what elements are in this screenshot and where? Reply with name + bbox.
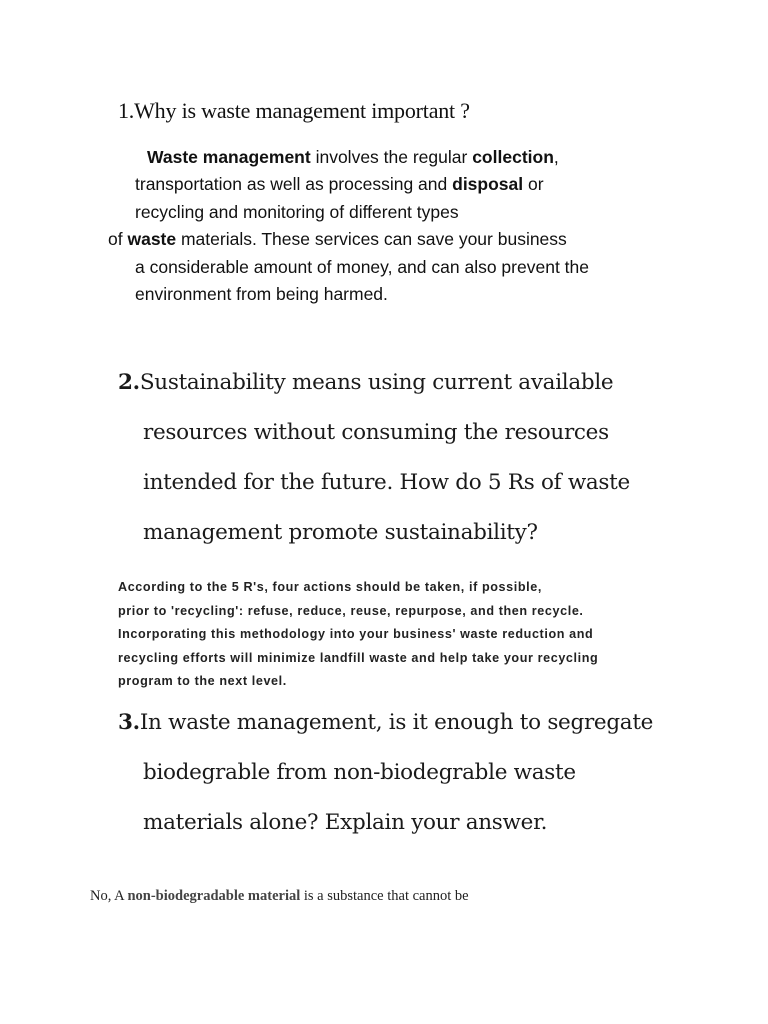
question-3-line: materials alone? Explain your answer.	[143, 810, 548, 835]
answer-3-paragraph	[90, 888, 469, 905]
bold-term: waste	[127, 229, 177, 250]
question-3-line	[118, 710, 653, 735]
text-run: Sustainability means using current available	[139, 370, 614, 395]
bold-term: disposal	[452, 174, 524, 195]
text-run: No, A	[90, 888, 128, 904]
answer-2-line: prior to 'recycling': refuse, reduce, reuse, repurpose, and then recycle.	[118, 603, 584, 618]
text-run: transportation as well as processing and	[135, 174, 453, 195]
answer-1-paragraph	[108, 144, 695, 308]
question-2-line: resources without consuming the resources	[143, 420, 609, 445]
question-2-line	[118, 370, 613, 395]
answer-1-line	[135, 144, 695, 171]
bold-term: non-biodegradable material	[127, 888, 301, 904]
question-number: 3.	[118, 710, 140, 735]
answer-1-line	[135, 171, 695, 198]
text-run: involves the regular	[310, 147, 473, 167]
question-1-heading: 1.Why is waste management important ?	[118, 98, 470, 123]
answer-2-line: program to the next level.	[118, 674, 287, 688]
bold-term: collection	[472, 147, 554, 167]
answer-1-line: recycling and monitoring of different types	[135, 201, 459, 222]
text-run: or	[523, 174, 544, 195]
text-run: ,	[553, 147, 559, 167]
answer-2-line: According to the 5 R's, four actions should be taken, if possible,	[118, 580, 542, 594]
answer-2-line: recycling efforts will minimize landfill waste and help take your recycling	[118, 650, 599, 665]
question-number: 2.	[118, 370, 140, 395]
text-run: of	[108, 229, 128, 250]
bold-term: Waste management	[147, 147, 311, 167]
answer-1-line: environment from being harmed.	[135, 284, 388, 305]
question-3-line: biodegrable from non-biodegrable waste	[143, 760, 576, 785]
text-run: is a substance that cannot be	[300, 888, 469, 904]
question-2-line: management promote sustainability?	[143, 520, 538, 545]
question-2-line: intended for the future. How do 5 Rs of waste	[143, 470, 630, 495]
answer-2-line: Incorporating this methodology into your business' waste reduction and	[118, 627, 594, 641]
text-run: In waste management, is it enough to segregate	[139, 710, 654, 735]
answer-2-paragraph	[118, 576, 598, 694]
answer-1-line	[108, 226, 695, 253]
text-run: materials. These services can save your business	[176, 229, 567, 250]
answer-1-line: a considerable amount of money, and can also prevent the	[135, 256, 589, 277]
